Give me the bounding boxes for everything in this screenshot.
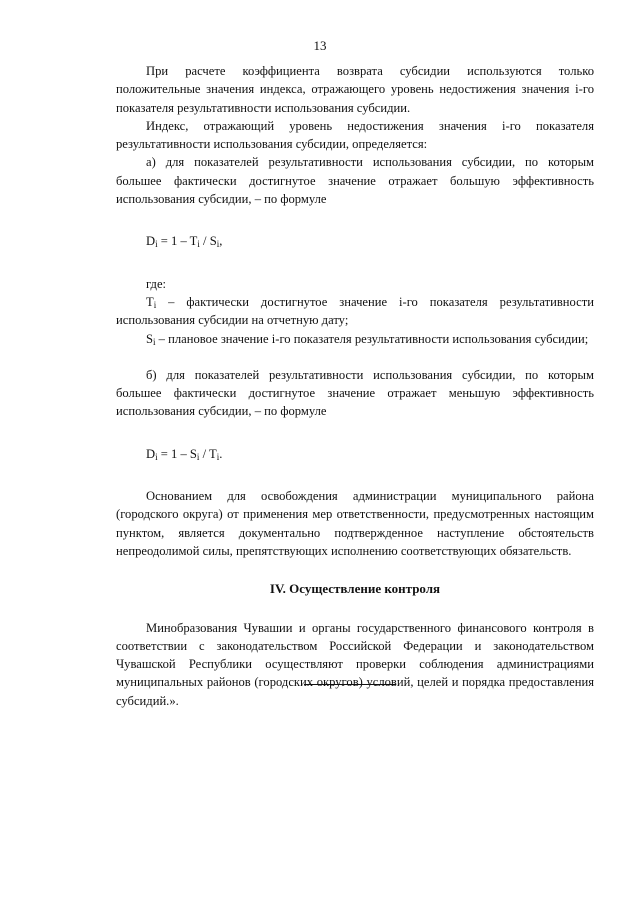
definition-t: [116, 293, 594, 330]
formula-a-lhs: D: [146, 234, 156, 249]
def-t-sub: i: [153, 299, 157, 310]
formula-a-sep: / S: [199, 234, 217, 249]
paragraph-index-definition: Индекс, отражающий уровень недостижения значения i-го показателя результативности использования субсидии, определяется:: [116, 118, 594, 152]
formula-b-mid: = 1 – S: [157, 446, 197, 461]
def-s-symbol: S: [146, 331, 154, 346]
formula-a-end: ,: [219, 234, 223, 249]
paragraph-case-a: а) для показателей результативности использования субсидии, по которым большее фактически достигнутое значение отражает большую эффективность использования субсидии, – по формуле: [116, 155, 594, 207]
formula-b-end: .: [219, 446, 223, 461]
def-t-text: – фактически достигнутое значение i-го показателя результативности использования субсидии на отчетную дату;: [116, 294, 594, 328]
formula-b-lhs: D: [146, 446, 156, 461]
formula-a-mid-sub: i: [197, 239, 200, 250]
def-s-sub: i: [153, 336, 156, 347]
document-body: [116, 62, 594, 710]
section-heading: IV. Осуществление контроля: [269, 581, 441, 597]
where-label: где:: [146, 276, 167, 291]
formula-b-rhs-sub: i: [216, 451, 220, 462]
formula-b-mid-sub: i: [196, 451, 200, 462]
formula-case-a: [116, 232, 594, 250]
def-s-text: – плановое значение i-го показателя результативности использования субсидии;: [155, 331, 589, 346]
paragraph-control: Минобразования Чувашии и органы государственного финансового контроля в соответствии с законодательством Российской Федерации и законодательством Чувашской Республики осуществляют проверки соблюдения администрациями муниципальных районов (городских округов) условий, целей и порядка предоставления субсидий.».: [116, 620, 594, 708]
paragraph-force-majeure: Основанием для освобождения администрации муниципального района (городского округа) от применения мер ответственности, предусмотренных настоящим пунктом, является документально подтвержденное наступление обстоятельств непреодолимой силы, препятствующих исполнению соответствующих обязательств.: [116, 489, 594, 558]
paragraph-case-b: б) для показателей результативности использования субсидии, по которым большее фактически достигнутое значение отражает меньшую эффективность использования субсидии, – по формуле: [116, 367, 594, 419]
closing-rule: [304, 684, 396, 685]
formula-a-rhs-sub: i: [216, 239, 220, 250]
def-t-symbol: T: [146, 294, 154, 309]
paragraph-positive-values: При расчете коэффициента возврата субсидии используются только положительные значения индекса, отражающего уровень недостижения значения i-го показателя результативности использования субсидии.: [116, 64, 594, 115]
formula-b-sep: / T: [199, 446, 217, 461]
formula-a-lhs-sub: i: [155, 239, 158, 250]
formula-b-lhs-sub: i: [155, 451, 158, 462]
formula-case-b: [116, 445, 594, 463]
formula-a-mid: = 1 – T: [157, 234, 198, 249]
definition-s: [116, 330, 594, 348]
page-number: 13: [313, 38, 327, 53]
